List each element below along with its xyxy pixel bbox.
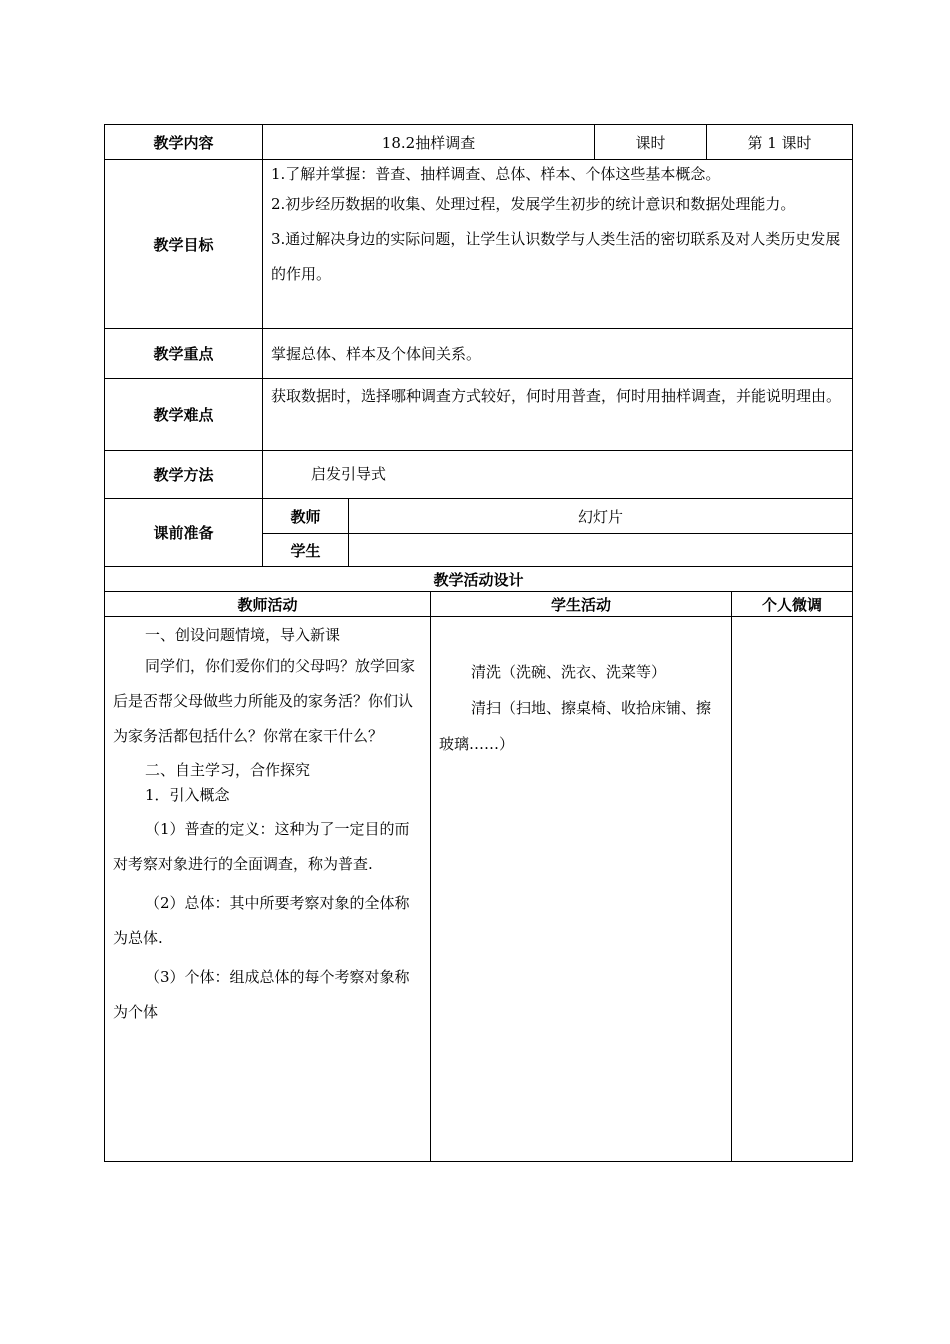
col-teacher-header: 教师活动: [105, 592, 431, 617]
method-value: 启发引导式: [263, 451, 853, 499]
definition-population: （2）总体：其中所要考察对象的全体称为总体.: [113, 894, 410, 947]
key-value: 掌握总体、样本及个体间关系。: [263, 329, 853, 379]
definition-individual: （3）个体：组成总体的每个考察对象称为个体: [113, 968, 410, 1021]
difficulty-label: 教学难点: [105, 379, 263, 451]
lesson-info-table: [104, 124, 853, 567]
col-student-header: 学生活动: [431, 592, 732, 617]
goal-list: [263, 160, 853, 329]
difficulty-value: 获取数据时，选择哪种调查方式较好，何时用普查，何时用抽样调查，并能说明理由。: [263, 379, 853, 451]
key-row: [105, 329, 853, 379]
method-label: 教学方法: [105, 451, 263, 499]
lesson-plan-sheet: [104, 124, 853, 1162]
content-value: 18.2抽样调查: [263, 125, 595, 160]
section-heading: 二、自主学习，合作探究: [145, 761, 311, 779]
prep-student-value: [349, 534, 853, 567]
period-value: 第 1 课时: [707, 125, 853, 160]
prep-label: 课前准备: [105, 499, 263, 567]
prep-student-label: 学生: [263, 534, 349, 567]
activity-title: 教学活动设计: [105, 567, 853, 592]
method-row: [105, 451, 853, 499]
activity-header-row: [105, 592, 853, 617]
key-label: 教学重点: [105, 329, 263, 379]
goal-item: 3.通过解决身边的实际问题，让学生认识数学与人类生活的密切联系及对人类历史发展的作用。: [271, 230, 841, 283]
content-row: [105, 125, 853, 160]
student-answer: 清洗（洗碗、洗衣、洗菜等）: [471, 663, 667, 681]
section-heading: 一、创设问题情境，导入新课: [145, 626, 341, 644]
activity-body-row: [105, 617, 853, 1162]
student-activity-cell: [431, 617, 732, 1162]
goal-label: 教学目标: [105, 160, 263, 329]
prep-teacher-row: [105, 499, 853, 534]
prep-teacher-label: 教师: [263, 499, 349, 534]
goal-item: 2.初步经历数据的收集、处理过程，发展学生初步的统计意识和数据处理能力。: [271, 195, 796, 213]
col-adjust-header: 个人微调: [732, 592, 853, 617]
content-label: 教学内容: [105, 125, 263, 160]
difficulty-row: [105, 379, 853, 451]
prep-teacher-value: 幻灯片: [349, 499, 853, 534]
teacher-activity-cell: [105, 617, 431, 1162]
definition-census: （1）普查的定义：这种为了一定目的而对考察对象进行的全面调查，称为普查.: [113, 820, 410, 873]
activity-title-row: [105, 567, 853, 592]
subsection-heading: 1．引入概念: [145, 786, 230, 804]
activity-table: [104, 566, 853, 1162]
teacher-paragraph: 同学们，你们爱你们的父母吗？放学回家后是否帮父母做些力所能及的家务活？你们认为家务活都包括什么？你常在家干什么？: [113, 657, 416, 745]
period-label: 课时: [595, 125, 707, 160]
goal-row: [105, 160, 853, 329]
adjust-cell: [732, 617, 853, 1162]
student-answer: 清扫（扫地、擦桌椅、收拾床铺、擦玻璃……）: [439, 699, 712, 753]
goal-item: 1.了解并掌握：普查、抽样调查、总体、样本、个体这些基本概念。: [271, 165, 721, 183]
